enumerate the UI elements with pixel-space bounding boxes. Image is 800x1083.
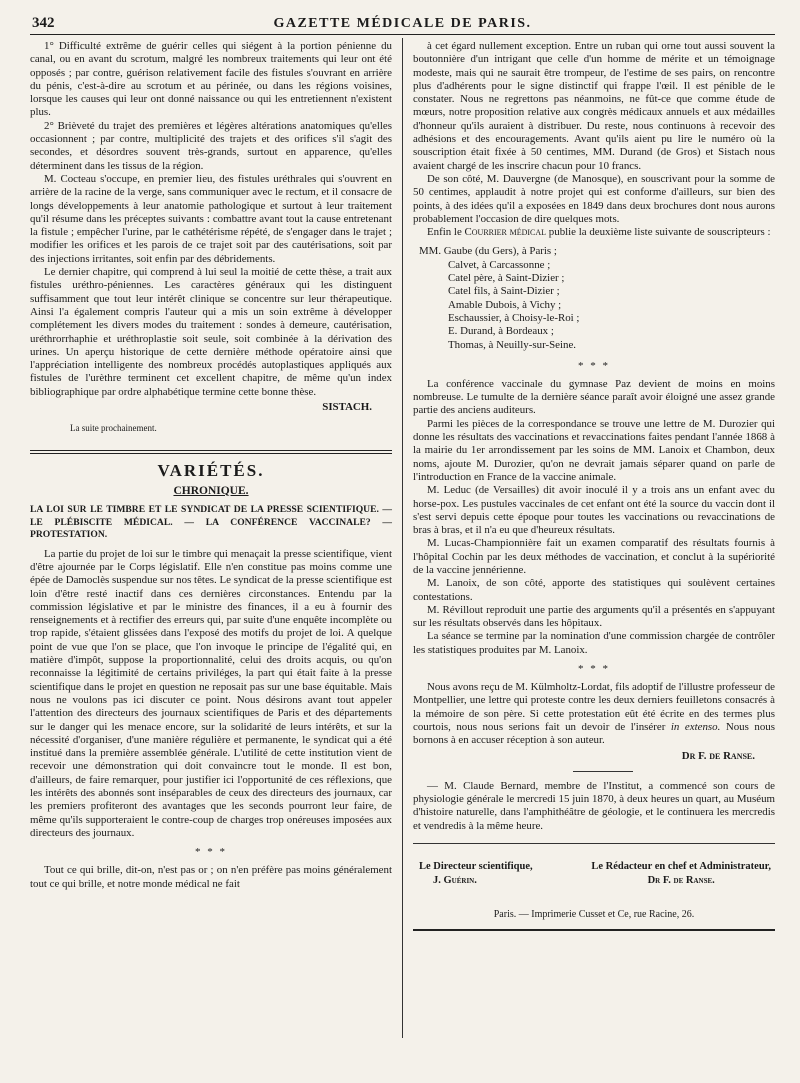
paragraph: M. Lanoix, de son côté, apporte des statistiques qui soulèvent certaines contestations. xyxy=(413,577,775,603)
protest-paragraph xyxy=(413,681,775,747)
paragraph: La conférence vaccinale du gymnase Paz devient de moins en moins nombreuse. Le tumulte de la dernière séance paraît avoir éloigné une assez grande partie des anciens auditeurs. xyxy=(413,377,775,417)
right-column xyxy=(413,40,775,931)
paragraph: M. Lucas-Championnière fait un examen comparatif des résultats fournis à l'hôpital Cochin par les deux méthodes de vaccination, et conclut à la supériorité de la vaccine jennérienne. xyxy=(413,537,775,576)
page-header xyxy=(30,12,775,35)
intro-text: Enfin le xyxy=(427,226,462,239)
protest-italic: in extenso. xyxy=(670,720,721,733)
list-item: Calvet, à Carcassonne ; xyxy=(448,258,551,271)
left-column xyxy=(30,40,392,891)
footer-rule xyxy=(413,843,775,844)
paragraph: Parmi les pièces de la correspondance se trouve une lettre de M. Durozier qui donne les résultats des vaccinations et revaccinations faites pendant l'année 1868 à la mairie du 1er arrondissement par les soins de MM. Lanoix et Chambon, deux noms, ajoute M. Durozier, qu'on ne devrait jamais séparer quand on parle de l'introduction en France de la vaccine animale. xyxy=(413,417,775,483)
director-name: J. Guérin. xyxy=(433,875,477,887)
editor-block xyxy=(591,860,771,888)
asterism: * * * xyxy=(578,663,610,676)
protest-text: Nous nous bornons à en accuser réception à son auteur. xyxy=(413,720,775,747)
article-signature: SISTACH. xyxy=(322,401,372,414)
column-divider xyxy=(402,38,403,1038)
announcement: — M. Claude Bernard, membre de l'Institut, a commencé son cours de physiologie générale le mercredi 15 juin 1870, à deux heures un quart, au Muséum d'histoire naturelle, dans l'amphithéâtre de géologie, et le continuera les mercredis et vendredis à la même heure. xyxy=(413,779,775,832)
masthead-signatures xyxy=(413,860,775,896)
subscription-intro xyxy=(413,226,775,239)
paragraph: 2° Brièveté du trajet des premières et légères altérations anatomiques qu'elles occasionnent ; par contre, multiplicité des trajets et des orifices s'il s'agit des secondes, et désordres souvent très-grands, surtout en apparence, qu'elles déterminent dans les tissus de la région. xyxy=(30,119,392,172)
paragraph: Le dernier chapitre, qui comprend à lui seul la moitié de cette thèse, a trait aux fistules uréthro-péniennes. Les caractères généraux qui les distinguent suffisamment que tout leur intérêt clinique se concentre sur leur thérapeutique. Ainsi l'a également compris l'auteur qui a mis un soin extrême à développer complétement les divers modes du traitement : sondes à demeure, cautérisation, uréthrorrhaphie et uréthroplastie soit seule, soit combinée à la dérivation des urines. Un aperçu historique de cette dernière méthode opératoire ainsi que l'appréciation intelligente des nombreux procédés autoplastiques appliqués aux fistules de l'urèthre terminent cet excellent chapitre, de même qu'un index bibliographique par ordre alphabétique termine cette bonne thèse. xyxy=(30,266,392,398)
list-item: Eschaussier, à Choisy-le-Roi ; xyxy=(448,311,580,324)
paragraph: M. Leduc (de Versailles) dit avoir inoculé il y a trois ans un enfant avec du horse-pox. Les pustules vaccinales de cet enfant ont été la source du vaccin dont il s'est servi depuis cette époque pour toutes les vaccinations ou revaccinations de bras à bras, et il n'a eu que d'heureux résultats. xyxy=(413,484,775,537)
paragraph: Tout ce qui brille, dit-on, n'est pas or ; on n'en préfère pas moins généralement tout ce qui brille, et notre monde médical ne fait xyxy=(30,864,392,890)
section-rule xyxy=(30,450,392,454)
journal-name: Courrier médical xyxy=(464,226,547,239)
editor-title: Le Rédacteur en chef et Administrateur, xyxy=(591,861,771,873)
continuation-note: La suite prochainement. xyxy=(70,423,157,434)
intro-text: publie la deuxième liste suivante de souscripteurs : xyxy=(548,226,771,239)
bottom-rule xyxy=(413,929,775,931)
list-item: E. Durand, à Bordeaux ; xyxy=(448,325,554,338)
director-block xyxy=(419,860,533,888)
list-item: MM. Gaube (du Gers), à Paris ; xyxy=(419,245,557,258)
journal-title: GAZETTE MÉDICALE DE PARIS. xyxy=(273,16,532,31)
rubric-title: CHRONIQUE. xyxy=(173,484,249,497)
short-rule xyxy=(573,771,633,772)
paragraph: La partie du projet de loi sur le timbre qui menaçait la presse scientifique, vient d'être ajournée par le Corps législatif. Elle n'en constitue pas moins comme une épée de Damoclès suspendue sur nos têtes. Le syndicat de la presse scientifique est loin d'être resté inactif dans ces dernières circonstances. Entendu par la commission législative et par le ministre des finances, il a eu à fournir des renseignements et à rectifier des erreurs qui, par suite d'une enquête incomplète ou trop rapide, s'étaient glissées dans l'exposé des motifs du projet de loi. A quelque point de vue que l'on se place, que l'on invoque le principe de l'égalité qui, en matière d'impôt, suppose la proportionnalité, celui des droits acquis, ou qu'on reconnaisse la légitimité de certains priviléges, la part qui était faite à la presse scientifique dans le projet en question ne reposait pas sur une base équitable. Mais nous ne voulons pas ici discuter ce point. Nous désirons avant tout appeler l'attention des directeurs des journaux scientifiques de Paris et des départements sur le danger qui les menace encore, sur la solidarité de leurs intérêts, et sur la nécessité d'organiser, d'une manière régulière et permanente, le syndicat qui a été institué dans la première assemblée générale. L'utilité de cette institution vient de recevoir une démonstration qui doit convaincre tout le monde. Il est bon, d'ailleurs, de faire remarquer, pour justifier ici l'opportunité de ces réflexions, que les intérêts des abonnés sont inséparables de ceux des directeurs des journaux, car les premiers profiteront des avantages que les seconds pourront leur faire, de même qu'ils supporteraient le contre-coup de charges trop onéreuses imposées aux directeurs des journaux. xyxy=(30,547,392,839)
list-item: Catel père, à Saint-Dizier ; xyxy=(448,272,565,285)
list-item: Amable Dubois, à Vichy ; xyxy=(448,298,562,311)
section-title: VARIÉTÉS. xyxy=(157,460,265,480)
page-number: 342 xyxy=(32,15,55,31)
list-item: Thomas, à Neuilly-sur-Seine. xyxy=(448,338,577,351)
asterism: * * * xyxy=(578,359,610,372)
printer-imprint: Paris. — Imprimerie Cusset et Ce, rue Racine, 26. xyxy=(493,909,695,921)
subscriber-list xyxy=(413,245,775,351)
editor-name: Dr F. de Ranse. xyxy=(647,875,715,887)
asterism: * * * xyxy=(195,846,227,859)
paragraph: La séance se termine par la nomination d'une commission chargée de contrôler les statistiques produites par M. Lanoix. xyxy=(413,630,775,656)
paragraph: 1° Difficulté extrême de guérir celles qui siégent à la portion pénienne du canal, ou en avant du scrotum, malgré les nombreux traitements qui leur ont été opposés ; par contre, guérison relativement facile des fistules s'ouvrant en arrière du pénis, c'est-à-dire au scrotum et au périnée, ou dans les régions voisines, lorsque les causes qui leur ont donné naissance ou qui les entretiennent n'existent plus. xyxy=(30,40,392,119)
protest-text: Nous avons reçu de M. Külmholtz-Lordat, fils adoptif de l'illustre professeur de Montpellier, une lettre qui proteste contre les deux derniers feuilletons consacrés à la mémoire de son père. Si cette protestation eût été écrite en des termes plus courtois, nous nous serions fait un devoir de l'insérer xyxy=(413,681,775,733)
article-signature: Dr F. de Ranse. xyxy=(681,749,755,762)
paragraph: M. Révillout reproduit une partie des arguments qu'il a présentés en s'appuyant sur les résultats observés dans les hôpitaux. xyxy=(413,603,775,630)
article-summary: LA LOI SUR LE TIMBRE ET LE SYNDICAT DE LA PRESSE SCIENTIFIQUE. — LE PLÉBISCITE MÉDICAL. — LA CONFÉRENCE VACCINALE? — PROTESTATION. xyxy=(30,504,392,541)
list-item: Catel fils, à Saint-Dizier ; xyxy=(448,285,560,298)
paragraph: M. Cocteau s'occupe, en premier lieu, des fistules uréthrales qui s'ouvrent en arrière de la racine de la verge, sans communiquer avec le rectum, et il consacre de longs développements à leur anatomie pathologique et surtout à leur traitement qu'il résume dans les préceptes suivants : combattre avant tout la cause entretenant la fistule ; empêcher l'urine, par le cathétérisme répété, de s'engager dans le trajet ; modifier les orifices et les parois de ce trajet soit par des cautérisations, soit par des injections irritantes, soit enfin par des débridements. xyxy=(30,172,392,265)
director-title: Le Directeur scientifique, xyxy=(419,861,533,873)
paragraph: De son côté, M. Dauvergne (de Manosque), en souscrivant pour la somme de 50 centimes, applaudit à notre projet qui est conforme d'ailleurs, sur bien des points, à des idées qu'il a exposées en 1849 dans deux brochures dont nous aurons probablement l'occasion de dire quelques mots. xyxy=(413,172,775,225)
paragraph: à cet égard nullement exception. Entre un ruban qui orne tout aussi souvent la boutonnière d'un intrigant que celle d'un homme de mérite et un témoignage modeste, mais qui ne saurait être trompeur, de l'estime de ses pairs, on rencontre plus d'adhérents pour le signe distinctif qui frappe l'œil. Il est pénible de le constater. Nous ne regrettons pas néanmoins, ne fût-ce que comme étude de mœurs, notre proposition relative aux congrès médicaux annuels et aux médailles d'honneur qu'ils auraient à distribuer. Du reste, nous continuons à recevoir des adhésions et des encouragements. Avant qu'ils aient pu lire le numéro où la souscription était fixée à 50 centimes, MM. Durand (de Gros) et Sistach nous avaient chargé de les inscrire chacun pour 10 francs. xyxy=(413,40,775,172)
